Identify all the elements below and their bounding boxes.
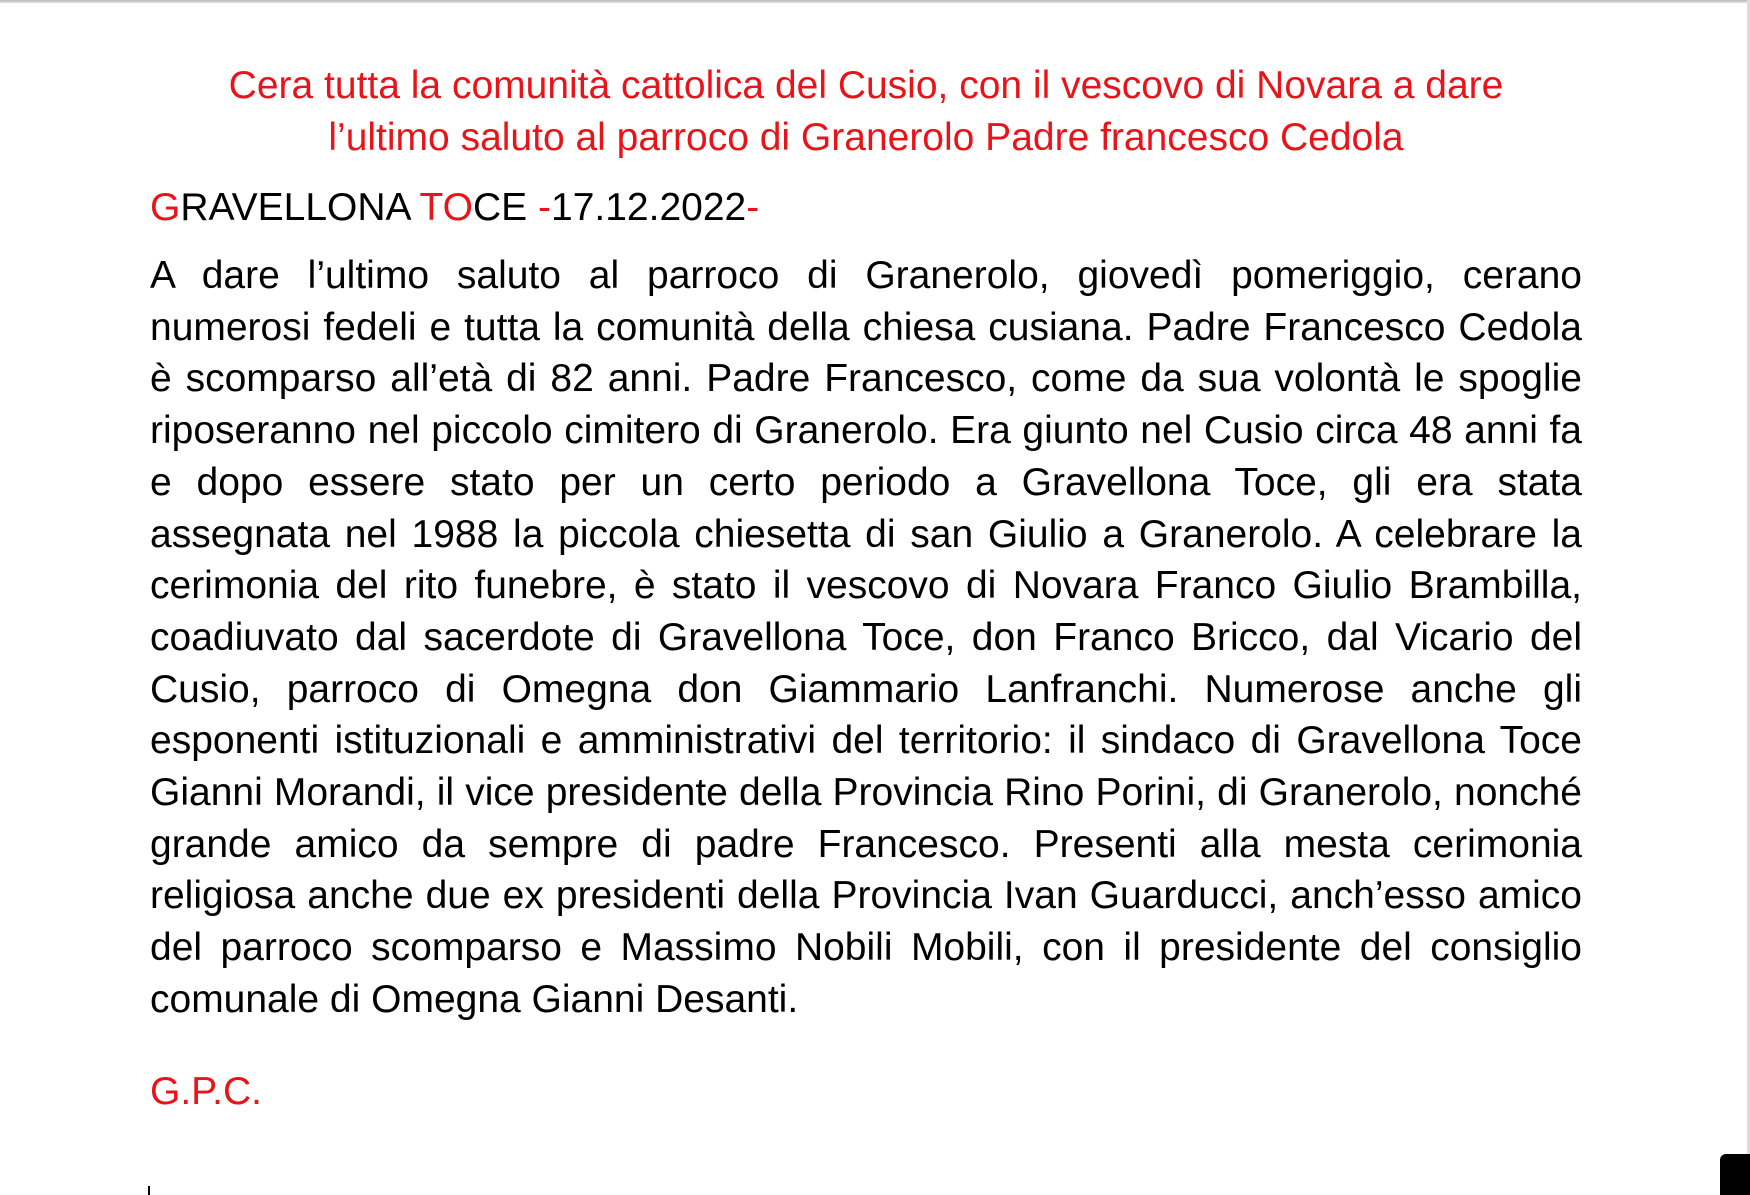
author-signature: G.P.C. [150, 1069, 262, 1113]
dateline-dash-left: - [538, 186, 552, 229]
dateline-city-part1: RAVELLONA [180, 186, 420, 229]
text-cursor [148, 1186, 150, 1195]
dateline-dash-right: - [746, 186, 760, 229]
dateline [150, 182, 1582, 234]
dateline-date: 17.12.2022 [551, 186, 747, 229]
scrollbar-thumb[interactable] [1720, 1154, 1750, 1195]
headline-line-2: l’ultimo saluto al parroco di Granerolo Padre francesco Cedola [328, 116, 1404, 159]
headline-line-1: Cera tutta la comunità cattolica del Cusio, con il vescovo di Novara a dare [228, 64, 1504, 107]
document-page [150, 60, 1582, 1118]
dateline-initial-g: G [150, 186, 181, 229]
article-body: A dare l’ultimo saluto al parroco di Granerolo, giovedì pomeriggio, cerano numerosi fedeli e tutta la comunità della chiesa cusiana. Padre Francesco Cedola è scomparso all’età di 82 anni. Padre Francesco, come da sua volontà le spoglie riposeranno nel piccolo cimitero di Granerolo. Era giunto nel Cusio circa 48 anni fa e dopo essere stato per un certo periodo a Gravellona Toce, gli era stata assegnata nel 1988 la piccola chiesetta di san Giulio a Granerolo. A celebrare la cerimonia del rito funebre, è stato il vescovo di Novara Franco Giulio Brambilla, coadiuvato dal sacerdote di Gravellona Toce, don Franco Bricco, dal Vicario del Cusio, parroco di Omegna don Giammario Lanfranchi. Numerose anche gli esponenti istituzionali e amministrativi del territorio: il sindaco di Gravellona Toce Gianni Morandi, il vice presidente della Provincia Rino Porini, di Granerolo, nonché grande amico da sempre di padre Francesco. Presenti alla mesta cerimonia religiosa anche due ex presidenti della Provincia Ivan Guarducci, anch’esso amico del parroco scomparso e Massimo Nobili Mobili, con il presidente del consiglio comunale di Omegna Gianni Desanti. [150, 254, 1582, 1021]
dateline-city-to: TO [419, 186, 473, 229]
dateline-city-part2: CE [473, 186, 539, 229]
article-headline [150, 60, 1582, 164]
window-top-border [0, 0, 1750, 3]
